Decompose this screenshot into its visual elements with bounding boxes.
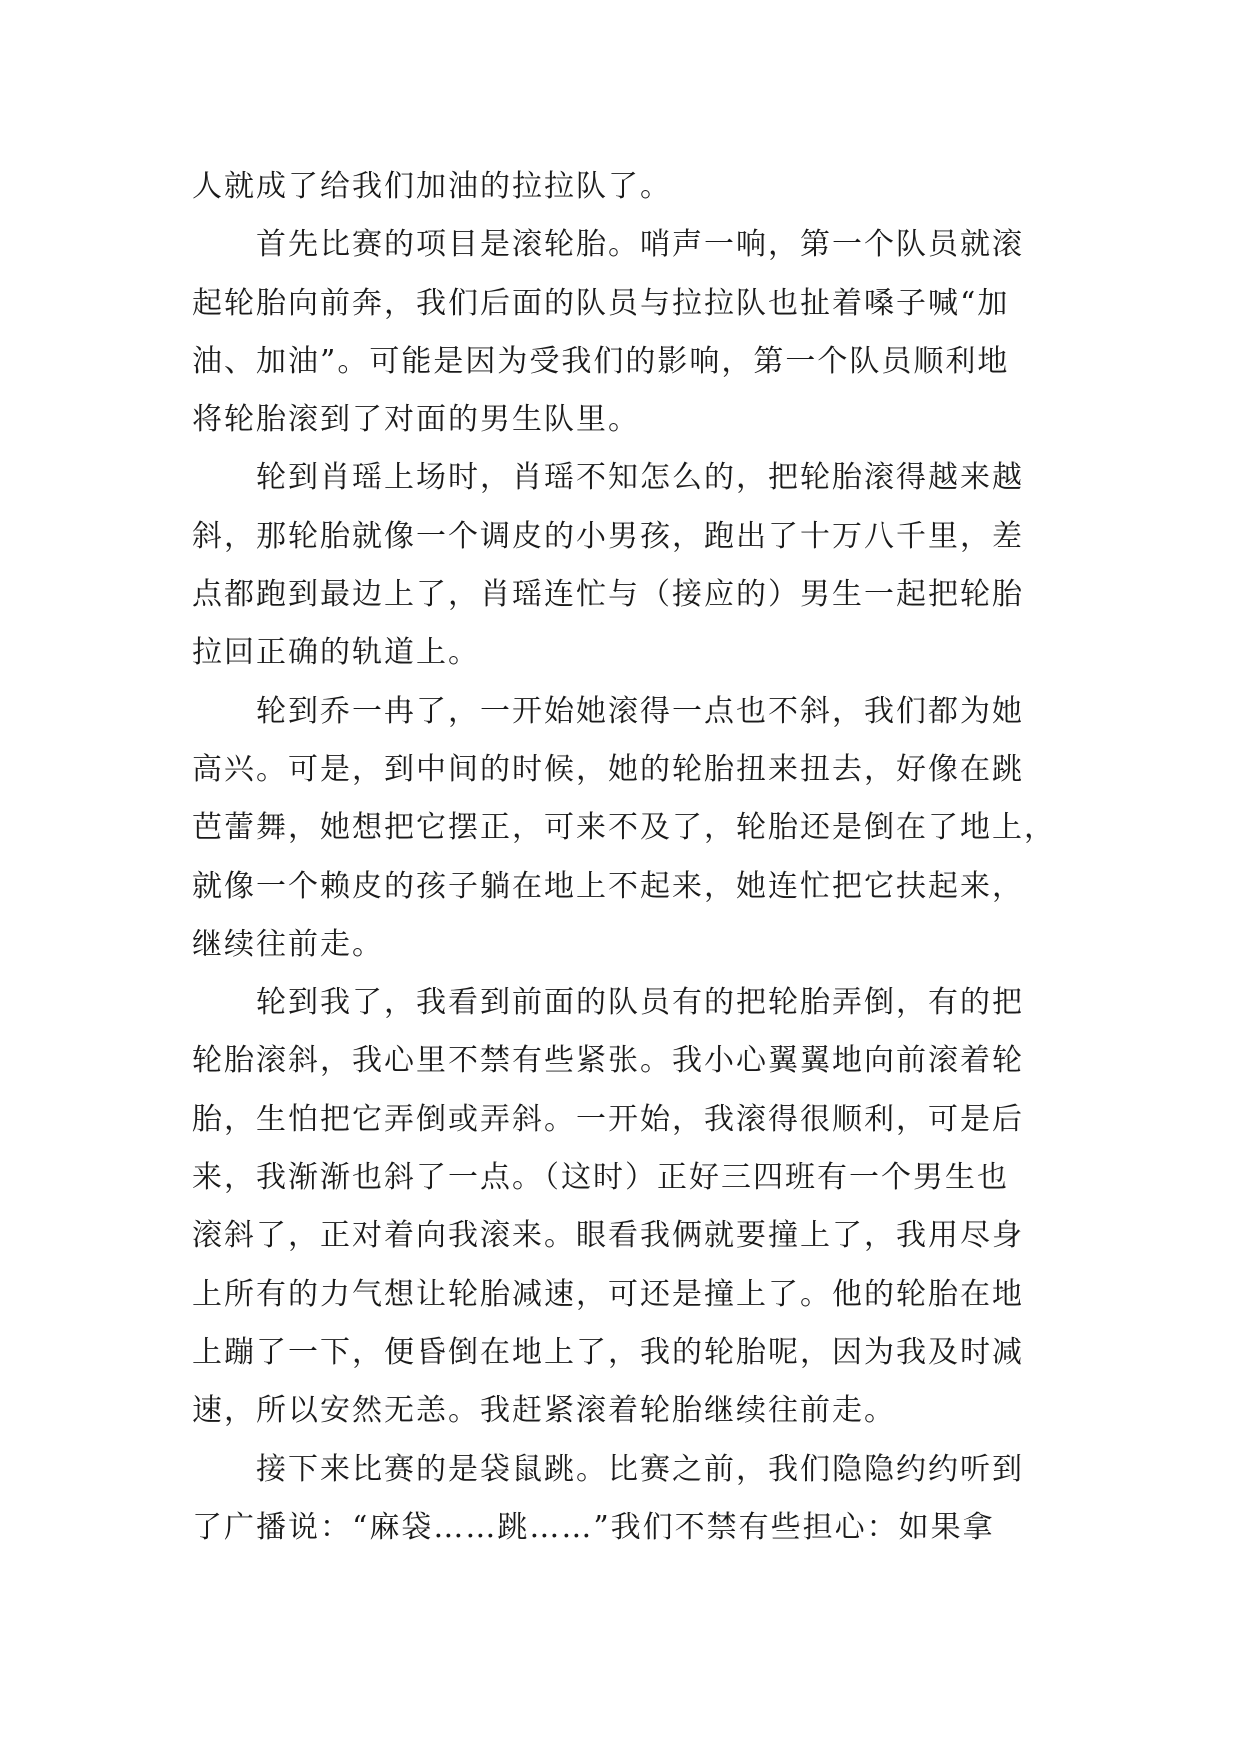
text-line: 速，所以安然无恙。我赶紧滚着轮胎继续往前走。	[192, 1393, 896, 1429]
text-line: 轮胎滚斜，我心里不禁有些紧张。我小心翼翼地向前滚着轮	[192, 1043, 1024, 1079]
text-line: 斜，那轮胎就像一个调皮的小男孩，跑出了十万八千里，差	[192, 518, 1024, 554]
text-line: 上蹦了一下，便昏倒在地上了，我的轮胎呢，因为我及时减	[192, 1334, 1024, 1370]
text-line: 人就成了给我们加油的拉拉队了。	[192, 169, 672, 204]
text-line: 首先比赛的项目是滚轮胎。哨声一响，第一个队员就滚	[192, 227, 1024, 263]
text-line: 就像一个赖皮的孩子躺在地上不起来，她连忙把它扶起来，	[192, 868, 1024, 904]
text-body	[192, 158, 1072, 1557]
text-line: 起轮胎向前奔，我们后面的队员与拉拉队也扯着嗓子喊“加	[192, 285, 1010, 321]
text-line: 轮到乔一冉了，一开始她滚得一点也不斜，我们都为她	[192, 693, 1024, 729]
text-line: 芭蕾舞，她想把它摆正，可来不及了，轮胎还是倒在了地上，	[192, 810, 1056, 846]
text-line: 了广播说：“麻袋……跳……”我们不禁有些担心：如果拿	[192, 1509, 995, 1545]
text-line: 高兴。可是，到中间的时候，她的轮胎扭来扭去，好像在跳	[192, 751, 1024, 787]
text-line: 将轮胎滚到了对面的男生队里。	[192, 402, 640, 438]
text-line: 轮到肖瑶上场时，肖瑶不知怎么的，把轮胎滚得越来越	[192, 460, 1024, 496]
text-line: 滚斜了，正对着向我滚来。眼看我俩就要撞上了，我用尽身	[192, 1218, 1024, 1254]
text-line: 拉回正确的轨道上。	[192, 635, 480, 671]
text-line: 上所有的力气想让轮胎减速，可还是撞上了。他的轮胎在地	[192, 1276, 1024, 1312]
text-line: 油、加油”。可能是因为受我们的影响，第一个队员顺利地	[192, 343, 1010, 379]
text-line: 点都跑到最边上了，肖瑶连忙与（接应的）男生一起把轮胎	[192, 577, 1024, 613]
text-line: 来，我渐渐也斜了一点。（这时）正好三四班有一个男生也	[192, 1160, 1009, 1196]
text-line: 胎，生怕把它弄倒或弄斜。一开始，我滚得很顺利，可是后	[192, 1101, 1024, 1137]
text-line: 接下来比赛的是袋鼠跳。比赛之前，我们隐隐约约听到	[192, 1451, 1024, 1487]
text-line: 轮到我了，我看到前面的队员有的把轮胎弄倒，有的把	[192, 985, 1024, 1021]
text-line: 继续往前走。	[192, 926, 384, 962]
